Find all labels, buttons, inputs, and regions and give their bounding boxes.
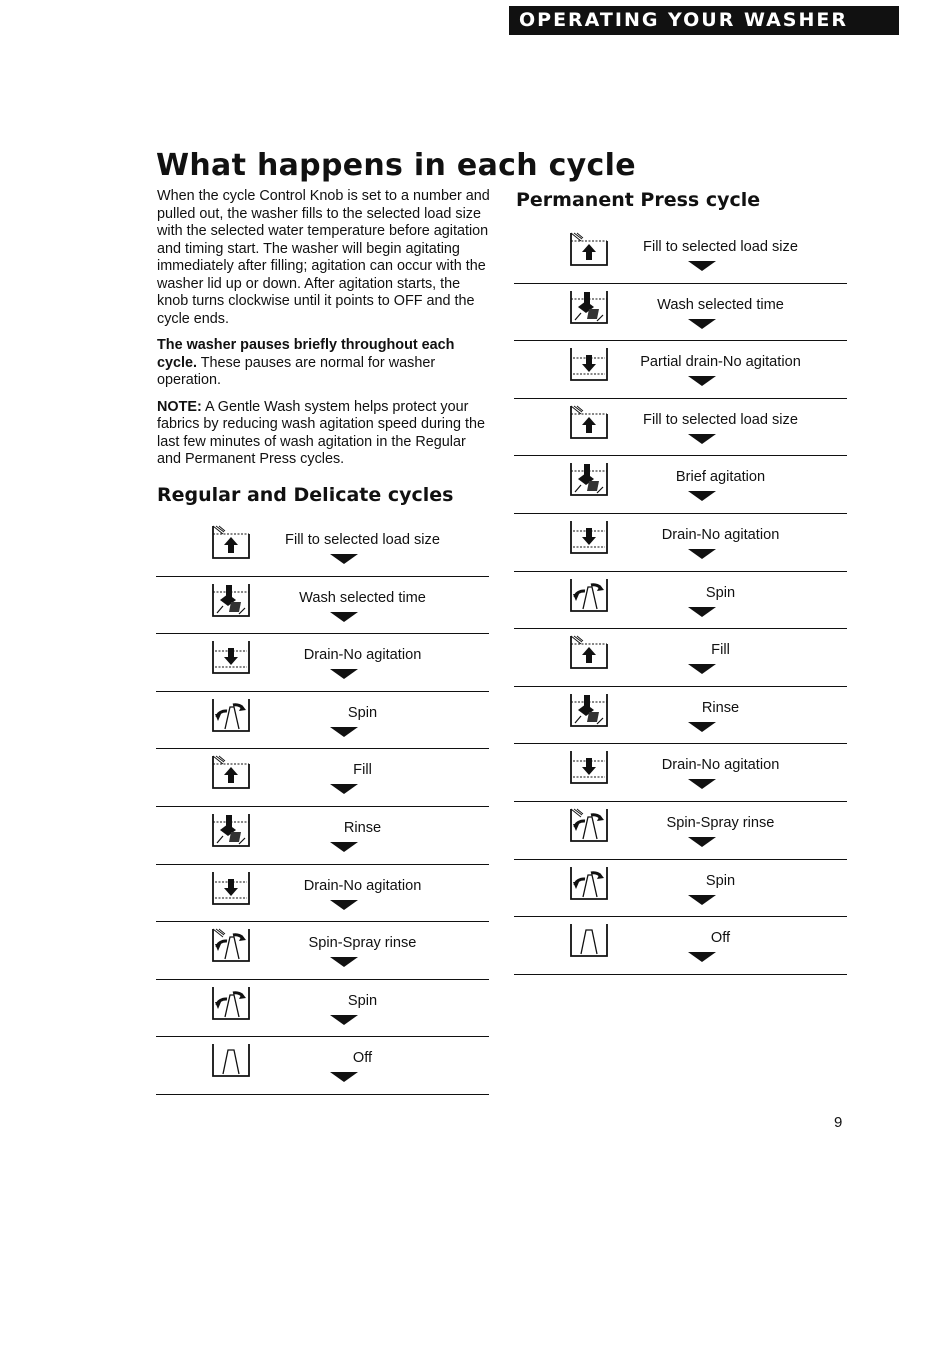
regular-cycle-steps xyxy=(156,519,489,1095)
regular-step xyxy=(156,865,489,923)
arrow-down-icon xyxy=(688,837,716,847)
note-paragraph xyxy=(157,399,492,469)
arrow-down-icon xyxy=(688,491,716,501)
arrow-down-icon xyxy=(330,612,358,622)
step-label: Rinse xyxy=(343,819,382,836)
step-label: Spin xyxy=(347,704,378,721)
regular-step xyxy=(156,634,489,692)
step-label: Fill to selected load size xyxy=(643,411,798,428)
step-label: Drain-No agitation xyxy=(661,526,780,543)
arrow-down-icon xyxy=(330,554,358,564)
page-number: 9 xyxy=(834,1114,843,1131)
permanent-step xyxy=(514,226,847,284)
arrow-down-icon xyxy=(688,607,716,617)
permanent-step xyxy=(514,629,847,687)
step-label: Fill to selected load size xyxy=(643,239,798,255)
arrow-down-icon xyxy=(330,1072,358,1082)
permanent-step xyxy=(514,860,847,918)
step-label: Off xyxy=(710,930,731,947)
arrow-down-icon xyxy=(688,549,716,559)
note-text: A Gentle Wash system helps protect your fabrics by reducing wash agitation speed during the last few minutes of wash agitation in the Regular and Permanent Press cycles. xyxy=(157,398,485,467)
arrow-down-icon xyxy=(688,722,716,732)
step-label: Fill to selected load size xyxy=(285,532,440,548)
step-label: Spin xyxy=(705,872,736,889)
arrow-down-icon xyxy=(330,784,358,794)
arrow-down-icon xyxy=(330,1015,358,1025)
section-banner: OPERATING YOUR WASHER xyxy=(509,6,899,35)
permanent-step xyxy=(514,744,847,802)
page-title: What happens in each cycle xyxy=(156,148,636,183)
regular-step xyxy=(156,922,489,980)
pause-paragraph xyxy=(157,337,492,390)
step-label: Brief agitation xyxy=(675,469,766,486)
step-label: Spin xyxy=(347,992,378,1009)
pause-rest: These pauses are normal for washer operation. xyxy=(157,354,436,388)
permanent-step xyxy=(514,802,847,860)
regular-step xyxy=(156,519,489,577)
pause-bold: The washer pauses briefly throughout each cycle. xyxy=(157,337,455,371)
permanent-step xyxy=(514,456,847,514)
step-label: Drain-No agitation xyxy=(303,647,422,664)
permanent-step xyxy=(514,917,847,975)
regular-step xyxy=(156,577,489,635)
step-label: Drain-No agitation xyxy=(661,757,780,774)
step-label: Spin xyxy=(705,584,736,601)
permanent-step xyxy=(514,687,847,745)
arrow-down-icon xyxy=(330,842,358,852)
arrow-down-icon xyxy=(688,664,716,674)
regular-step xyxy=(156,1037,489,1095)
arrow-down-icon xyxy=(688,376,716,386)
step-label: Spin-Spray rinse xyxy=(666,814,775,831)
step-label: Fill xyxy=(353,762,372,779)
step-label: Spin-Spray rinse xyxy=(308,935,417,952)
step-label: Rinse xyxy=(701,699,740,716)
step-label: Wash selected time xyxy=(657,296,784,313)
permanent-step xyxy=(514,514,847,572)
arrow-down-icon xyxy=(688,952,716,962)
permanent-press-steps xyxy=(514,226,847,975)
permanent-step xyxy=(514,341,847,399)
permanent-step xyxy=(514,399,847,457)
permanent-press-title: Permanent Press cycle xyxy=(516,189,761,211)
step-label: Drain-No agitation xyxy=(303,877,422,894)
arrow-down-icon xyxy=(688,779,716,789)
arrow-down-icon xyxy=(330,669,358,679)
step-label: Fill xyxy=(711,642,730,659)
arrow-down-icon xyxy=(330,727,358,737)
step-label: Off xyxy=(352,1050,373,1067)
step-label: Partial drain-No agitation xyxy=(640,354,801,371)
intro-paragraph: When the cycle Control Knob is set to a number and pulled out, the washer fills to the selected load size with the selected water temperature before agitation and timing start. The washer will begin agitating immediately after filling; agitation can occur with the washer lid up or down. After agitation starts, the knob turns clockwise until it points to OFF and the cycle ends. xyxy=(157,188,490,327)
regular-step xyxy=(156,807,489,865)
arrow-down-icon xyxy=(688,895,716,905)
arrow-down-icon xyxy=(688,261,716,271)
note-label: NOTE: xyxy=(157,398,202,415)
permanent-step xyxy=(514,284,847,342)
regular-step xyxy=(156,692,489,750)
arrow-down-icon xyxy=(688,434,716,444)
arrow-down-icon xyxy=(688,319,716,329)
regular-step xyxy=(156,980,489,1038)
intro-text xyxy=(157,188,492,478)
arrow-down-icon xyxy=(330,957,358,967)
regular-cycle-title: Regular and Delicate cycles xyxy=(157,484,454,506)
arrow-down-icon xyxy=(330,900,358,910)
regular-step xyxy=(156,749,489,807)
step-label: Wash selected time xyxy=(299,589,426,606)
permanent-step xyxy=(514,572,847,630)
